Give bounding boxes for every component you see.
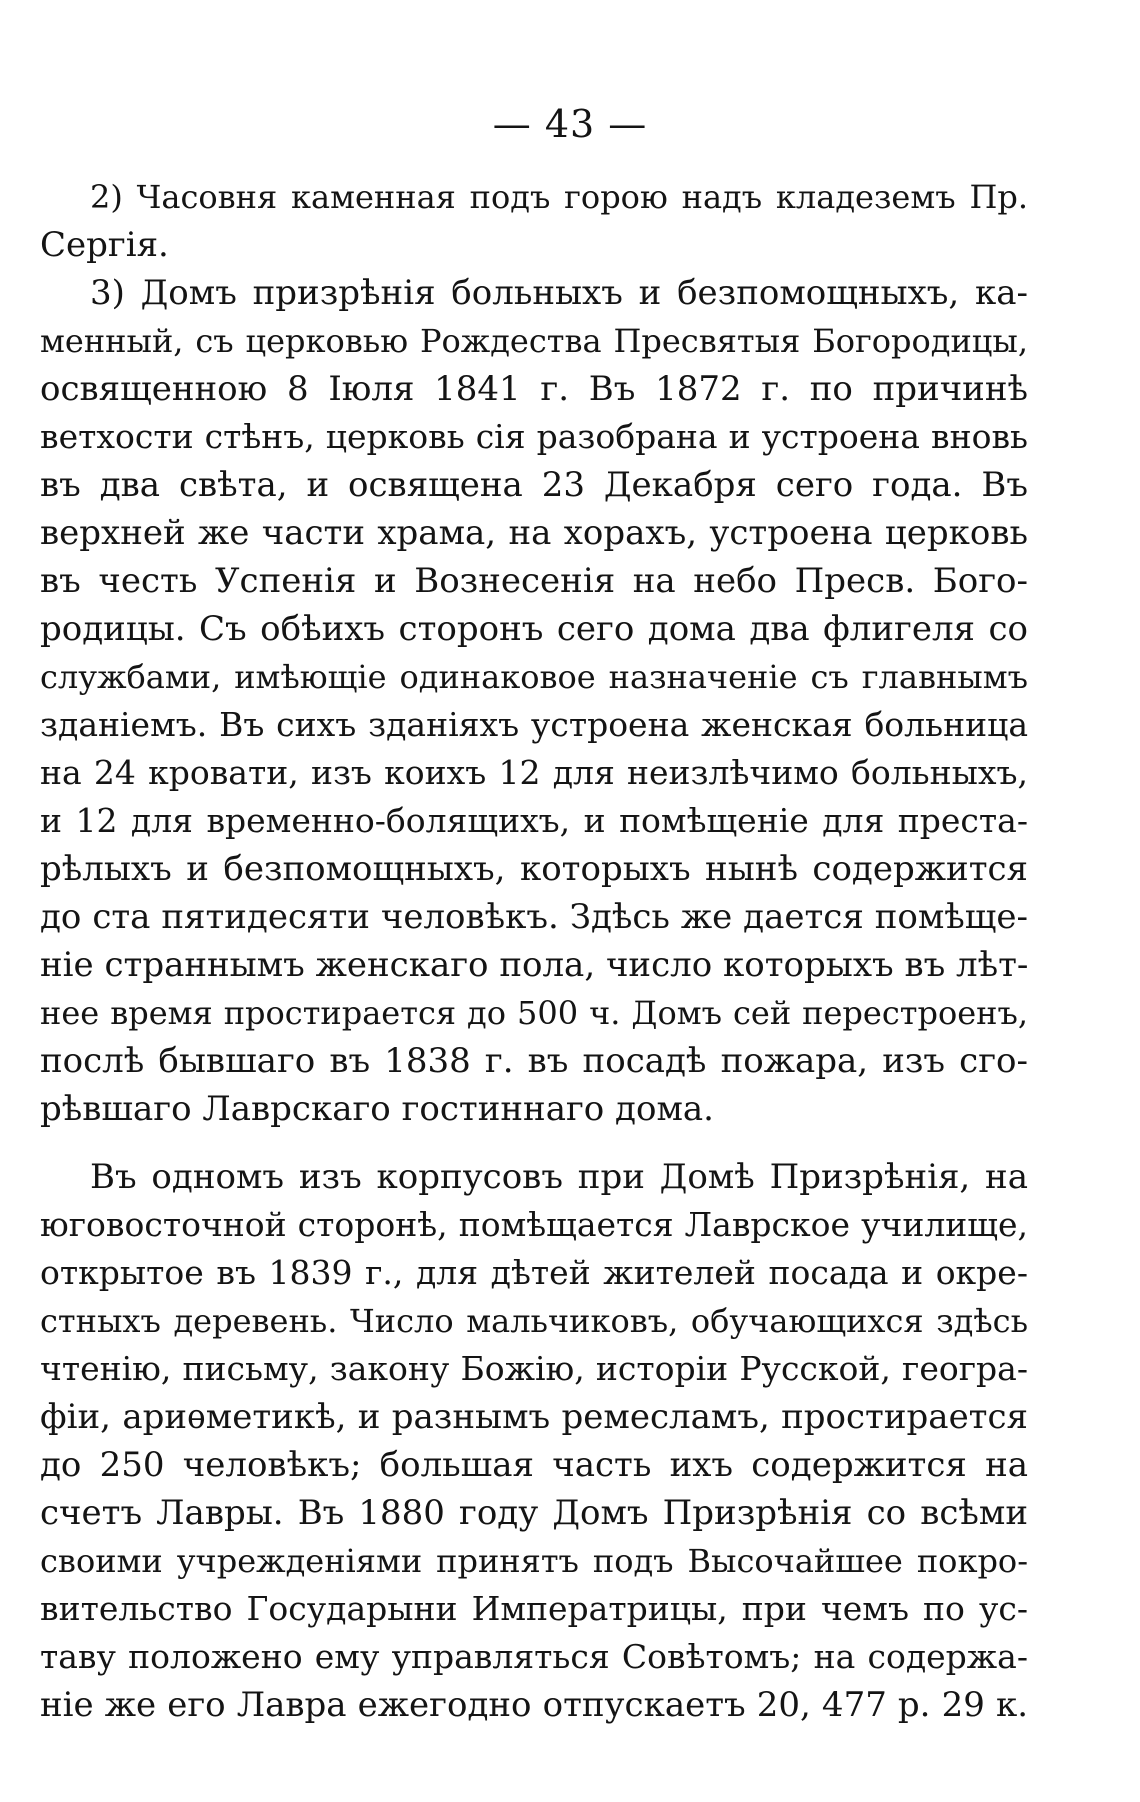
text-line: вительство Государыни Императрицы, при чемъ по ус- bbox=[40, 1589, 1028, 1628]
text-line: нее время простирается до 500 ч. Домъ сей перестроенъ, bbox=[40, 994, 1028, 1032]
text-line: Въ одномъ изъ корпусовъ при Домѣ Призрѣнія, на bbox=[90, 1157, 1028, 1197]
text-line: 3) Домъ призрѣнія больныхъ и безпомощныхъ, ка- bbox=[90, 273, 1028, 313]
text-line: родицы. Съ обѣихъ сторонъ сего дома два флигеля со bbox=[40, 609, 1028, 649]
text-line: ніе страннымъ женскаго пола, число которыхъ въ лѣт- bbox=[40, 945, 1028, 985]
text-line: зданіемъ. Въ сихъ зданіяхъ устроена женская больница bbox=[40, 705, 1028, 744]
text-line: до ста пятидесяти человѣкъ. Здѣсь же дается помѣще- bbox=[40, 897, 1028, 937]
text-line: ніе же его Лавра ежегодно отпускаетъ 20, 477 р. 29 к. bbox=[40, 1685, 1028, 1725]
paragraph-chapel bbox=[40, 173, 1028, 269]
text-line: таву положено ему управляться Совѣтомъ; на содержа- bbox=[40, 1637, 1028, 1676]
text-line: ветхости стѣнъ, церковь сія разобрана и устроена вновь bbox=[40, 417, 1028, 456]
text-line: службами, имѣющіе одинаковое назначеніе съ главнымъ bbox=[40, 658, 1028, 696]
text-line: стныхъ деревень. Число мальчиковъ, обучающихся здѣсь bbox=[40, 1302, 1028, 1340]
body-text bbox=[40, 173, 1028, 1729]
text-line: верхней же части храма, на хорахъ, устроена церковь bbox=[40, 513, 1028, 553]
text-line: и 12 для временно-болящихъ, и помѣщеніе для преста- bbox=[40, 801, 1028, 840]
paragraph-spacer bbox=[40, 1133, 1028, 1153]
page-number: — 43 — bbox=[492, 102, 648, 146]
text-line: рѣвшаго Лаврскаго гостиннаго дома. bbox=[40, 1089, 714, 1129]
text-line: до 250 человѣкъ; большая часть ихъ содержится на bbox=[40, 1445, 1028, 1485]
text-line: въ два свѣта, и освящена 23 Декабря сего года. Въ bbox=[40, 465, 1028, 505]
text-line: чтенію, письму, закону Божію, исторіи Русской, геогра- bbox=[40, 1349, 1028, 1388]
text-line: своими учрежденіями принятъ подъ Высочайшее покро- bbox=[40, 1542, 1028, 1580]
text-line: рѣлыхъ и безпомощныхъ, которыхъ нынѣ содержится bbox=[40, 849, 1028, 889]
text-line: менный, съ церковью Рождества Пресвятыя Богородицы, bbox=[40, 322, 1028, 360]
text-line: въ честь Успенія и Вознесенія на небо Пресв. Бого- bbox=[40, 561, 1028, 601]
text-line: на 24 кровати, изъ коихъ 12 для неизлѣчимо больныхъ, bbox=[40, 753, 1028, 792]
text-line: послѣ бывшаго въ 1838 г. въ посадѣ пожара, изъ сго- bbox=[40, 1041, 1028, 1081]
text-line: счетъ Лавры. Въ 1880 году Домъ Призрѣнія со всѣми bbox=[40, 1493, 1028, 1533]
text-line: юговосточной сторонѣ, помѣщается Лаврское училище, bbox=[40, 1205, 1028, 1244]
paragraph-school bbox=[40, 1153, 1028, 1729]
text-line: открытое въ 1839 г., для дѣтей жителей посада и окре- bbox=[40, 1253, 1028, 1292]
text-line: 2) Часовня каменная подъ горою надъ кладеземъ Пр. bbox=[90, 178, 1028, 216]
text-line: Сергія. bbox=[40, 225, 169, 265]
text-line: освященною 8 Іюля 1841 г. Въ 1872 г. по причинѣ bbox=[40, 369, 1028, 409]
text-line: фіи, ариѳметикѣ, и разнымъ ремесламъ, простирается bbox=[40, 1397, 1028, 1437]
paragraph-almshouse bbox=[40, 269, 1028, 1133]
